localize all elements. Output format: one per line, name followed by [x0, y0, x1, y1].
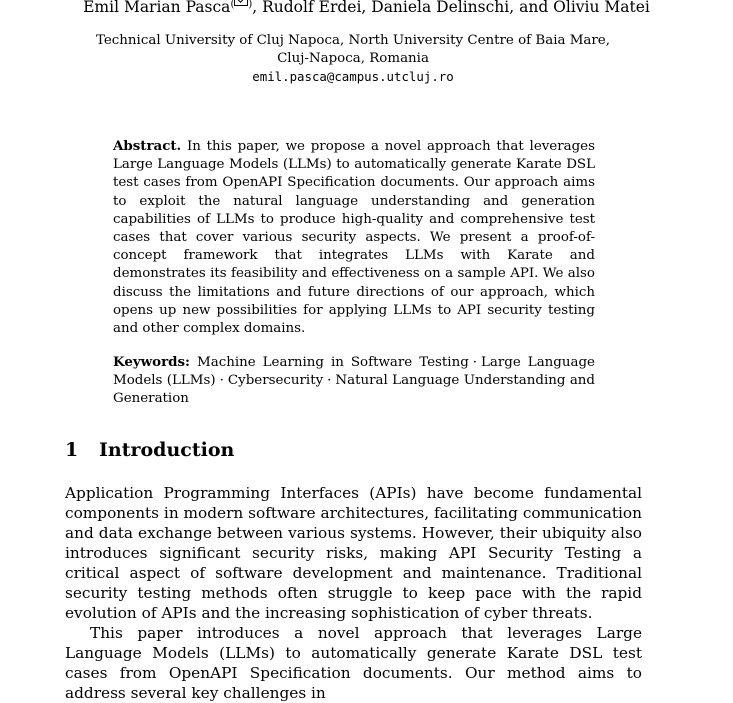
paragraph: This paper introduces a novel approach that leverages Large Language Models (LLMs) to automatically generate Karate DSL test cases from OpenAPI Specification documents. Our method aims to address several key challenges in [65, 624, 642, 702]
abstract-label: Abstract. [113, 138, 182, 154]
keyword-separator: · [472, 355, 478, 370]
keyword-item: Machine Learning in Software Testing [197, 355, 469, 370]
keyword-separator: · [327, 373, 332, 389]
author-email[interactable]: emil.pasca@campus.utcluj.ro [252, 69, 454, 84]
section-title: Introduction [99, 439, 235, 461]
other-authors: , Rudolf Erdei, Daniela Delinschi, and Oliviu Matei [252, 0, 650, 16]
keyword-item: Cybersecurity [227, 373, 324, 389]
first-author: Emil Marian Pasca [83, 0, 231, 16]
affiliation-block [0, 32, 706, 86]
abstract-text: In this paper, we propose a novel approach that leverages Large Language Models (LLMs) to automatically generate Karate DSL test cases from OpenAPI Specification documents. Our approach aims to exploit the natural language understanding and generation capabilities of LLMs to produce high-quality and comprehensive test cases that cover various security aspects. We present a proof-of-concept framework that integrates LLMs with Karate and demonstrates its feasibility and effectiveness on a sample API. We also discuss the limitations and future directions of our approach, which opens up new possibilities for applying LLMs to API security testing and other complex domains. [113, 139, 595, 337]
keyword-separator: · [219, 373, 224, 389]
abstract [113, 137, 595, 338]
keyword-item: Large Language Models (LLMs) [113, 355, 595, 389]
author-list [0, 0, 733, 17]
section-body [65, 483, 642, 703]
section-heading [65, 438, 665, 462]
corresponding-author-mark: ( ) [230, 0, 252, 10]
envelope-icon [234, 0, 248, 6]
keywords-label: Keywords: [113, 354, 191, 370]
affiliation-line-1: Technical University of Cluj Napoca, North University Centre of Baia Mare, [95, 33, 610, 48]
keywords [113, 353, 595, 409]
paragraph: Application Programming Interfaces (APIs) have become fundamental components in modern software architectures, facilitating communication and data exchange between various systems. However, their ubiquity also introduces significant security risks, making API Security Testing a critical aspect of software development and maintenance. Traditional security testing methods often struggle to keep pace with the rapid evolution of APIs and the increasing sophistication of cyber threats. [65, 484, 642, 622]
section-number: 1 [65, 439, 79, 461]
keyword-item: Natural Language Understanding and Generation [113, 373, 595, 407]
affiliation-line-2: Cluj-Napoca, Romania [277, 51, 429, 66]
